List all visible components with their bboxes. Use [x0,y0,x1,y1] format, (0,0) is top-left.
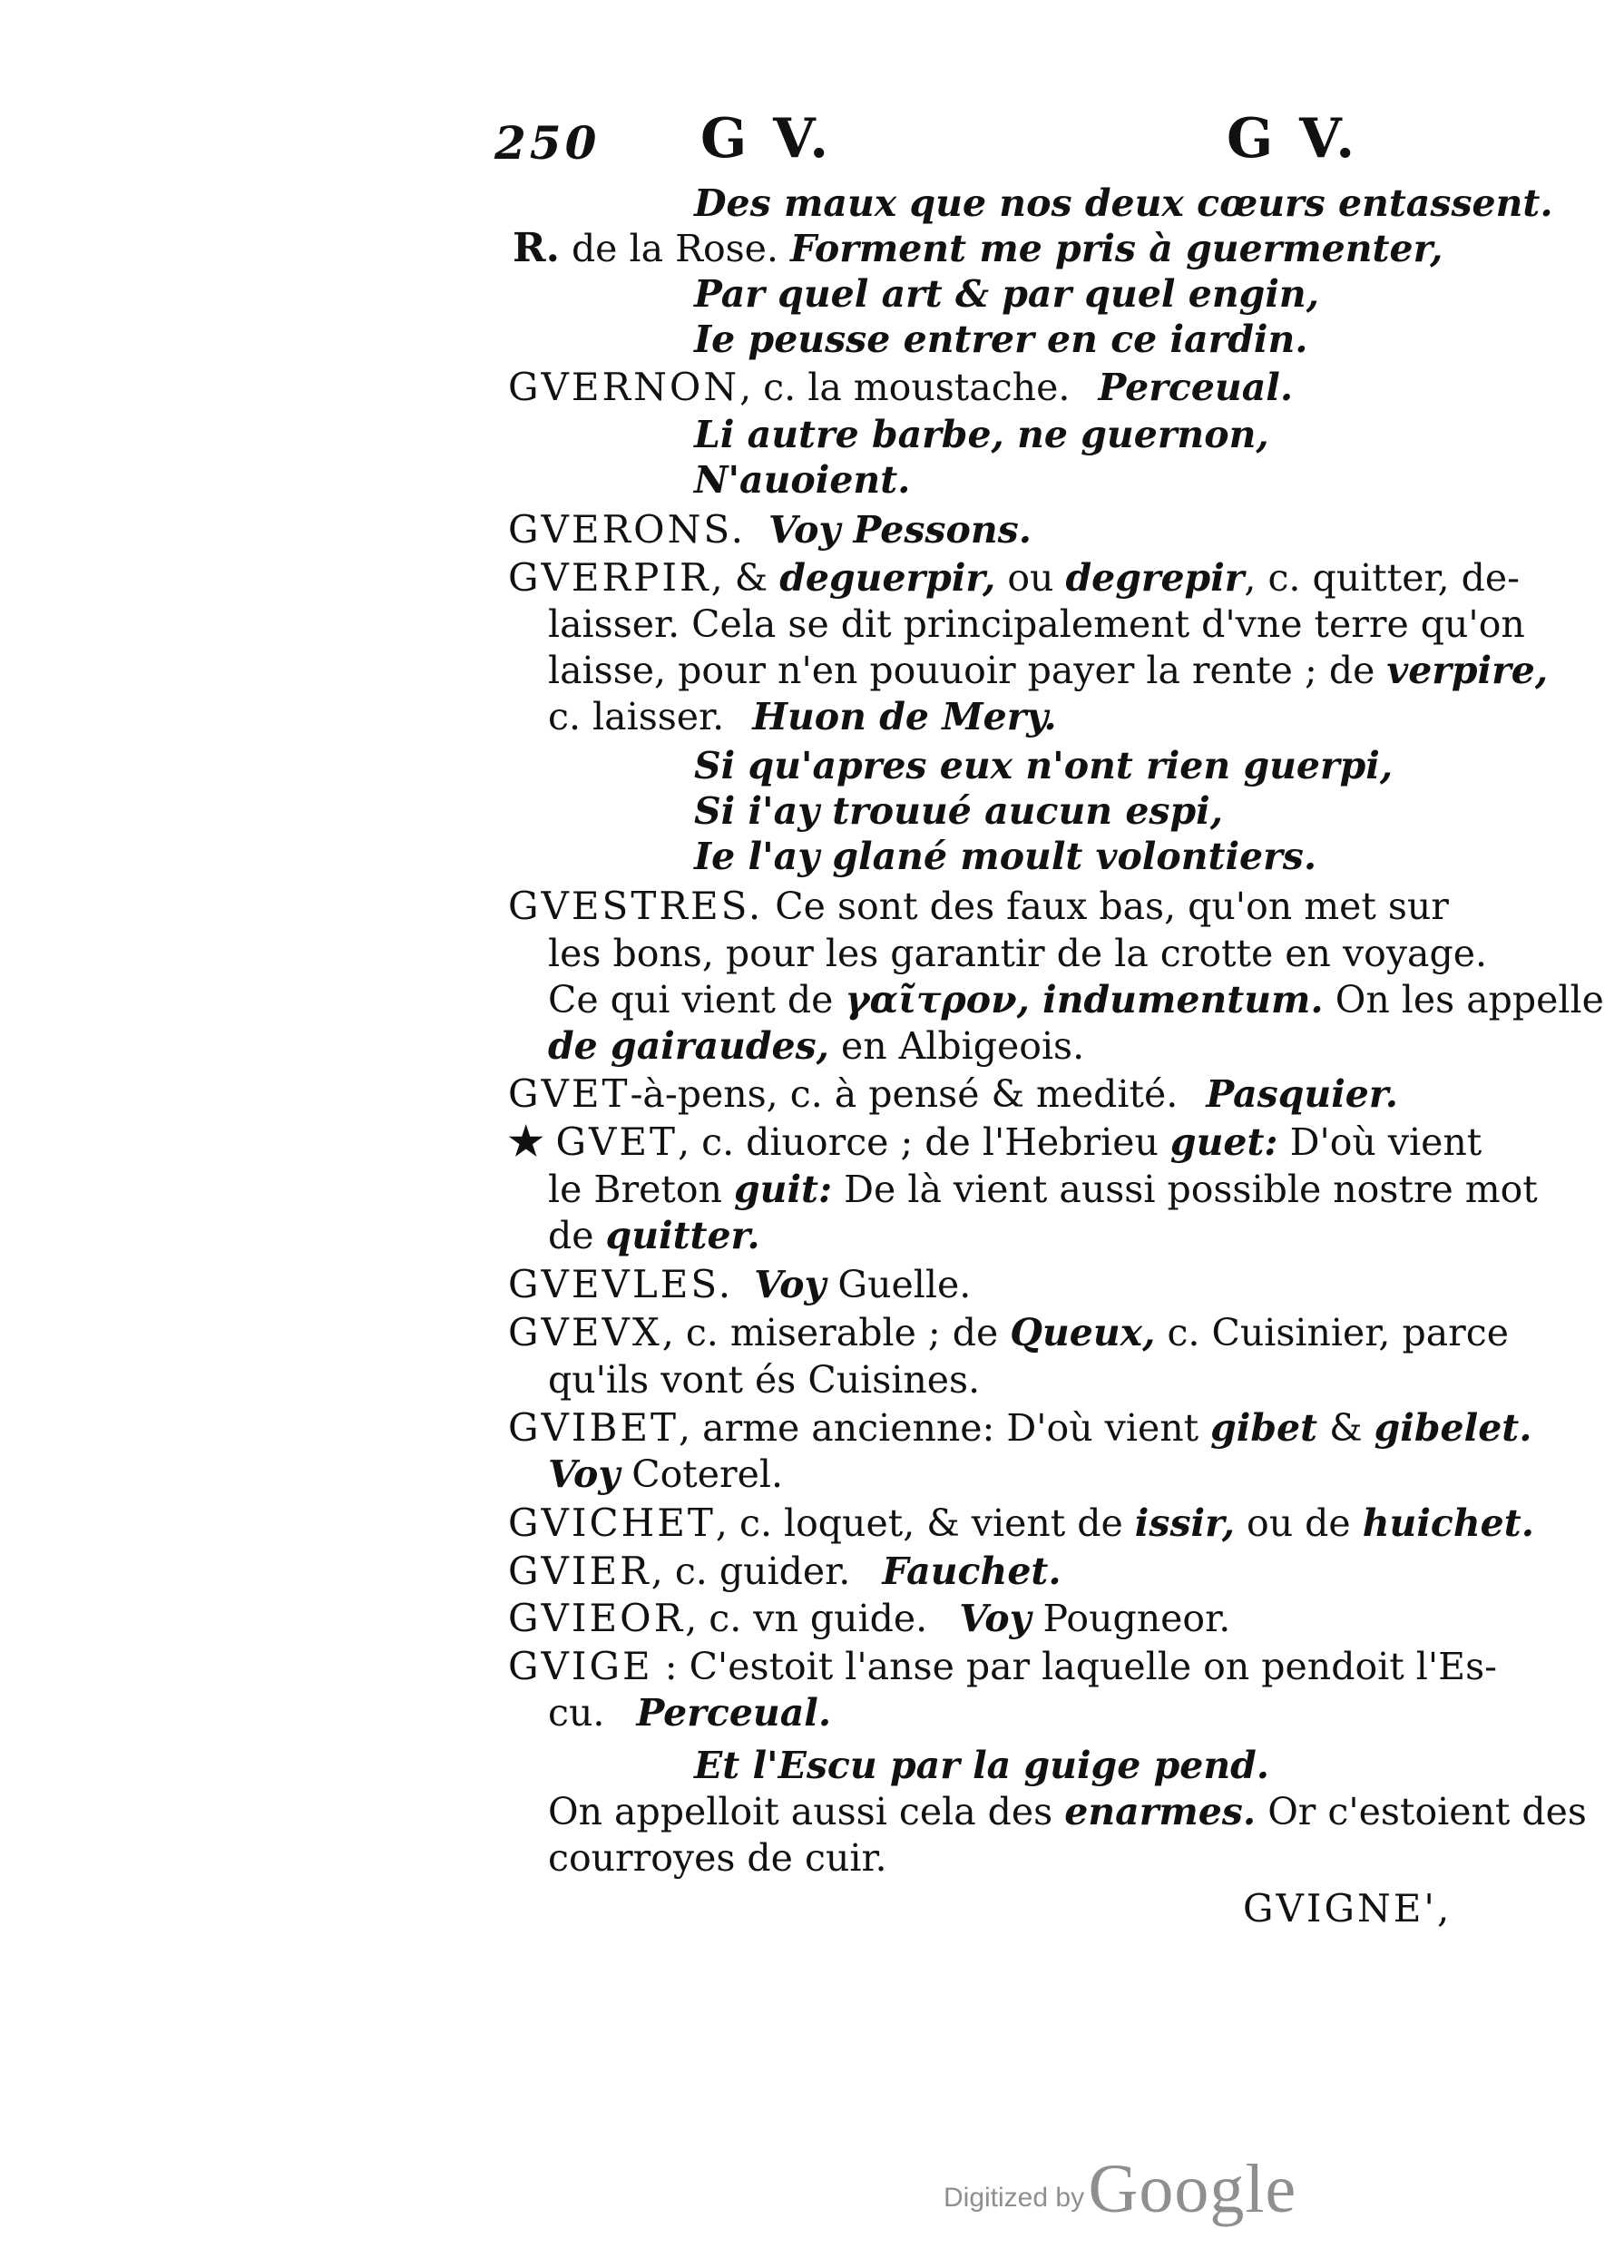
headword: GVIEOR [508,1596,686,1640]
text-line: qu'ils vont és Cuisines. [548,1358,981,1402]
text-line: les bons, pour les garantir de la crotte en voyage. [548,932,1487,975]
entry-gvevles: GVEVLES. Voy Guelle. [508,1262,972,1306]
text-line: On appelloit aussi cela des enarmes. Or c'estoient des [548,1790,1587,1833]
text-line: Par quel art & par quel engin, [694,272,1319,316]
headword: GVERNON [508,365,740,409]
text-line: c. laisser. Huon de Mery. [548,695,1057,738]
headword: GVIBET [508,1405,680,1450]
text-line: Si qu'apres eux n'ont rien guerpi, [694,744,1394,787]
catchword: GVIGNE', [1243,1886,1453,1931]
headword: GVEVLES. [508,1262,734,1306]
asterisk-mark: ★ [508,1119,544,1165]
headword: GVESTRES. [508,884,764,928]
headword: GVIGE [508,1644,653,1688]
entry-gvestres: GVESTRES. Ce sont des faux bas, qu'on met sur [508,884,1449,928]
running-head-left: G V. [700,107,833,171]
entry-gvet-a-pens: GVET-à-pens, c. à pensé & medité. Pasquier. [508,1071,1398,1116]
running-head-right: G V. [1227,107,1359,171]
entry-gverpir: GVERPIR, & deguerpir, ou degrepir, c. quitter, de- [508,555,1521,600]
page-number: 250 [494,116,601,170]
headword: GVET [508,1071,631,1116]
text-line: de gairaudes, en Albigeois. [548,1024,1085,1068]
entry-gvernon: GVERNON, c. la moustache. Perceual. [508,365,1294,409]
digitized-by-google-watermark [944,2150,1296,2229]
text-line: Si i'ay trouué aucun espi, [694,789,1224,833]
entry-gvibet: GVIBET, arme ancienne: D'où vient gibet & gibelet. [508,1405,1532,1450]
entry-gvevx: GVEVX, c. miserable ; de Queux, c. Cuisinier, parce [508,1310,1509,1354]
text-line: le Breton guit: De là vient aussi possible nostre mot [548,1168,1538,1211]
text-line: R. de la Rose. Forment me pris à guermenter, [513,225,1443,271]
entry-gvier: GVIER, c. guider. Fauchet. [508,1549,1061,1593]
entry-gvige: GVIGE : C'estoit l'anse par laquelle on pendoit l'Es- [508,1644,1497,1688]
text-line: de quitter. [548,1214,760,1257]
headword: GVERPIR [508,555,711,600]
headword: GVEVX [508,1310,662,1354]
text-line: Ie peusse entrer en ce iardin. [694,318,1308,361]
text-line: Voy Coterel. [548,1452,784,1496]
text-line: laisser. Cela se dit principalement d'vne terre qu'on [548,602,1525,646]
text-line: Ie l'ay glané moult volontiers. [694,835,1317,878]
text-line: Des maux que nos deux cœurs entassent. [694,181,1553,225]
headword: GVET [555,1119,679,1164]
text-line: cu. Perceual. [548,1691,832,1735]
text-line: courroyes de cuir. [548,1836,887,1880]
entry-gvieor: GVIEOR, c. vn guide. Voy Pougneor. [508,1596,1231,1640]
headword: GVICHET [508,1501,716,1545]
headword: GVERONS. [508,507,746,552]
entry-gvichet: GVICHET, c. loquet, & vient de issir, ou de huichet. [508,1501,1534,1545]
entry-gverons: GVERONS. Voy Pessons. [508,507,1032,552]
headword: GVIER [508,1549,651,1593]
watermark-small-text: Digitized by [944,2183,1085,2213]
google-logo-text: Google [1088,2151,1297,2227]
text-line: Li autre barbe, ne guernon, [694,413,1269,456]
text-line: Et l'Escu par la guige pend. [694,1744,1270,1787]
entry-gvet: ★ GVET, c. diuorce ; de l'Hebrieu guet: D'où vient [508,1119,1482,1165]
text-line: Ce qui vient de γαῖτρον, indumentum. On les appelle [548,978,1604,1022]
text-line: laisse, pour n'en pouuoir payer la rente ; de verpire, [548,649,1549,692]
text-line: N'auoient. [694,458,911,502]
